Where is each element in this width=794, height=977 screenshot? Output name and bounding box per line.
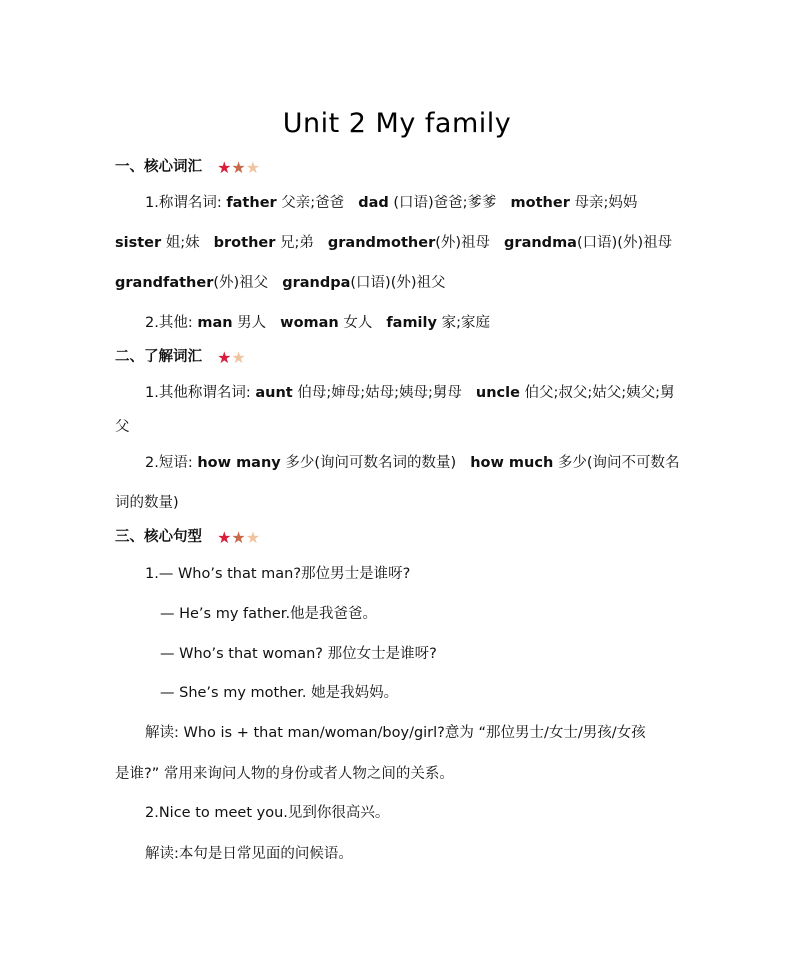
star-icon: ★ bbox=[231, 528, 246, 547]
vocab-line bbox=[115, 233, 672, 253]
dialogue-question: — Who’s that woman? 那位女士是谁呀? bbox=[160, 646, 437, 662]
section-heading-core-sentences bbox=[115, 527, 260, 549]
rating-stars bbox=[217, 349, 246, 369]
vocab-meaning: 母亲;妈妈 bbox=[569, 195, 638, 211]
vocab-word: aunt bbox=[255, 385, 293, 401]
line-label: 1.其他称谓名词: bbox=[145, 385, 256, 401]
vocab-word: man bbox=[197, 315, 233, 331]
vocab-line bbox=[145, 453, 680, 473]
section-heading-extra-vocabulary bbox=[115, 347, 246, 369]
vocab-meaning: 伯母;婶母;姑母;姨母;舅母 bbox=[292, 385, 462, 401]
page-title: Unit 2 My family bbox=[282, 108, 512, 139]
vocab-word: how many bbox=[197, 455, 281, 471]
vocab-word: mother bbox=[510, 195, 570, 211]
vocab-word: family bbox=[386, 315, 437, 331]
rating-stars bbox=[217, 529, 260, 549]
vocab-word: dad bbox=[358, 195, 389, 211]
explanation: 解读:本句是日常见面的问候语。 bbox=[145, 846, 353, 862]
half-star-icon: ★ bbox=[231, 348, 246, 367]
explanation: 解读: Who is + that man/woman/boy/girl?意为 “那位男士/女士/男孩/女孩 bbox=[145, 725, 646, 741]
section-heading-text: 二、了解词汇 bbox=[115, 349, 202, 365]
vocab-word: how much bbox=[470, 455, 554, 471]
vocab-word: brother bbox=[213, 235, 276, 251]
dialogue-answer: — He’s my father.他是我爸爸。 bbox=[160, 606, 378, 622]
section-heading-core-vocabulary bbox=[115, 157, 260, 179]
vocab-word: uncle bbox=[475, 385, 520, 401]
vocab-meaning: 男人 bbox=[232, 315, 267, 331]
star-icon: ★ bbox=[217, 528, 232, 547]
vocab-meaning: 父亲;爸爸 bbox=[276, 195, 345, 211]
vocab-meaning: (外)祖父 bbox=[213, 275, 269, 291]
half-star-icon: ★ bbox=[245, 528, 261, 547]
vocab-word: woman bbox=[280, 315, 339, 331]
vocab-meaning: 多少(询问不可数名 bbox=[553, 455, 680, 471]
section-heading-text: 一、核心词汇 bbox=[115, 159, 202, 175]
vocab-meaning: (口语)爸爸;爹爹 bbox=[388, 195, 497, 211]
vocab-meaning: (口语)(外)祖父 bbox=[350, 275, 446, 291]
vocab-meaning: 多少(询问可数名词的数量) bbox=[280, 455, 457, 471]
explanation-continued: 是谁?” 常用来询问人物的身份或者人物之间的关系。 bbox=[115, 766, 454, 782]
vocab-word: grandfather bbox=[115, 275, 214, 291]
vocab-meaning: 女人 bbox=[338, 315, 373, 331]
vocab-meaning: 伯父;叔父;姑父;姨父;舅 bbox=[519, 385, 675, 401]
vocab-word: grandpa bbox=[282, 275, 351, 291]
sentence-pattern: 2.Nice to meet you.见到你很高兴。 bbox=[145, 805, 390, 821]
vocab-word: sister bbox=[115, 235, 162, 251]
dialogue-answer: — She’s my mother. 她是我妈妈。 bbox=[160, 685, 399, 701]
vocab-meaning: 家;家庭 bbox=[436, 315, 490, 331]
vocab-word: grandmother bbox=[327, 235, 436, 251]
rating-stars bbox=[217, 159, 260, 179]
dialogue-question: 1.— Who’s that man?那位男士是谁呀? bbox=[145, 566, 411, 582]
half-star-icon: ★ bbox=[245, 158, 261, 177]
vocab-meaning: (口语)(外)祖母 bbox=[576, 235, 673, 251]
vocab-line bbox=[115, 273, 446, 293]
vocab-line bbox=[145, 193, 637, 213]
vocab-meaning: 姐;妹 bbox=[161, 235, 200, 251]
vocab-line-continued: 父 bbox=[115, 419, 130, 435]
line-label: 1.称谓名词: bbox=[145, 195, 227, 211]
line-label: 2.短语: bbox=[145, 455, 198, 471]
star-icon: ★ bbox=[217, 158, 232, 177]
vocab-line bbox=[145, 383, 675, 403]
line-label: 2.其他: bbox=[145, 315, 198, 331]
star-icon: ★ bbox=[217, 348, 232, 367]
vocab-meaning: 兄;弟 bbox=[275, 235, 314, 251]
vocab-word: father bbox=[226, 195, 277, 211]
vocab-line bbox=[145, 313, 490, 333]
star-icon: ★ bbox=[231, 158, 246, 177]
section-heading-text: 三、核心句型 bbox=[115, 529, 202, 545]
vocab-line-continued: 词的数量) bbox=[115, 495, 179, 511]
vocab-word: grandma bbox=[504, 235, 577, 251]
vocab-meaning: (外)祖母 bbox=[435, 235, 491, 251]
